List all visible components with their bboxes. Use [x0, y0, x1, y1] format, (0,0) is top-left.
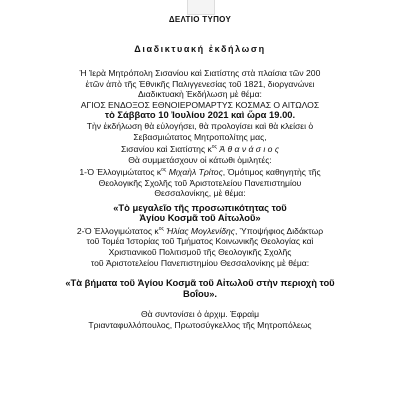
speaker2-role: , Ὑποψήφιος Διδάκτωρ — [234, 225, 324, 236]
speakers-intro: Θὰ συμμετάσχουν οἱ κάτωθι ὁμιλητές: — [128, 154, 272, 165]
event-subtitle: Διαδικτυακή ἐκδήλωση — [134, 44, 266, 54]
blessing-sup: ος — [211, 144, 217, 151]
coordinator-text: Θὰ συντονίσει ὁ ἀρχιμ. Ἐφραὶμ — [140, 309, 260, 320]
speaker1-topic-1: «Τὸ μεγαλεῖο τῆς προσωπικότητας τοῦ — [113, 201, 287, 213]
speaker1-sup: ος — [161, 167, 167, 174]
speaker2-line-2: τοῦ Τομέα Ἱστορίας τοῦ Τμήματος Κοινωνικῆς Θεολογίας καὶ — [86, 236, 314, 247]
coordinator-line-2: Τριανταφυλλόπουλος, Πρωτοσύγκελλος τῆς Μητροπόλεως — [88, 320, 312, 331]
speaker1-line-2: Θεολογικῆς Σχολῆς τοῦ Ἀριστοτελείου Πανεπιστημίου — [98, 177, 302, 188]
speaker1-line-1 — [28, 165, 372, 177]
intro-line-2: ἐτῶν ἀπὸ τῆς Ἐθνικῆς Παλιγγενεσίας τοῦ 1821, διοργανώνει — [85, 78, 315, 89]
metropolitan-name: Ἀ θ α ν ά σ ι ο ς — [219, 144, 280, 155]
speaker2-name: Ἡλίας Μογλενίδης — [166, 225, 235, 236]
document-body — [28, 68, 372, 331]
speaker2-topic-2: Βοΐου». — [182, 287, 218, 299]
logo — [187, 0, 215, 15]
speaker2-line-1 — [28, 224, 372, 236]
blessing-line-2: Σεβασμιώτατος Μητροπολίτης μας, — [133, 131, 267, 142]
speaker2-line-4: τοῦ Ἀριστοτελείου Πανεπιστημίου Θεσσαλονίκης μὲ θέμα: — [90, 257, 310, 268]
intro-line-3: Διαδικτυακὴ Ἐκδήλωση μὲ θέμα: — [138, 89, 262, 100]
speaker1-topic-2: Ἁγίου Κοσμᾶ τοῦ Αἰτωλοῦ» — [139, 212, 261, 224]
speaker1-role: , Ὁμότιμος καθηγητὴς τῆς — [222, 167, 321, 178]
speaker1-prefix: 1-Ὁ Ἐλλογιμώτατος κ — [79, 167, 162, 178]
blessing-prefix: Σισανίου καὶ Σιατίστης κ — [120, 144, 212, 155]
blessing-line-1: Τὴν ἐκδήλωση θὰ εὐλογήσει, θὰ προλογίσει καὶ θὰ κλείσει ὁ — [86, 120, 314, 131]
event-theme: ΑΓΙΟΣ ΕΝΔΟΞΟΣ ΕΘΝΟΙΕΡΟΜΑΡΤΥΣ ΚΟΣΜΑΣ Ο ΑΙΤΩΛΟΣ — [80, 99, 320, 110]
coordinator-line-1 — [28, 309, 372, 320]
speaker1-line-3: Θεσσαλονίκης, μὲ θέμα: — [154, 188, 246, 199]
intro-line-1: Ἡ Ἱερὰ Μητρόπολη Σισανίου καὶ Σιατίστης στὰ πλαίσια τῶν 200 — [79, 68, 321, 78]
speaker2-topic-1: «Τὰ βήματα τοῦ Ἁγίου Κοσμᾶ τοῦ Αἰτωλοῦ στὴν περιοχὴ τοῦ — [65, 277, 335, 289]
speaker2-line-3: Χριστιανικοῦ Πολιτισμοῦ τῆς Θεολογικῆς Σχολῆς — [108, 247, 292, 258]
speaker1-name: Μιχαὴλ Τρίτος — [168, 167, 223, 178]
speaker2-prefix: 2-Ὁ Ἐλλογιμώτατος κ — [76, 225, 159, 236]
speaker2-sup: ος — [158, 226, 164, 233]
press-release-heading: ΔΕΛΤΙΟ ΤΥΠΟΥ — [168, 15, 232, 24]
blessing-line-3 — [28, 142, 372, 154]
event-date: τὸ Σάββατο 10 Ἰουλίου 2021 καὶ ὥρα 19.00. — [104, 109, 296, 121]
